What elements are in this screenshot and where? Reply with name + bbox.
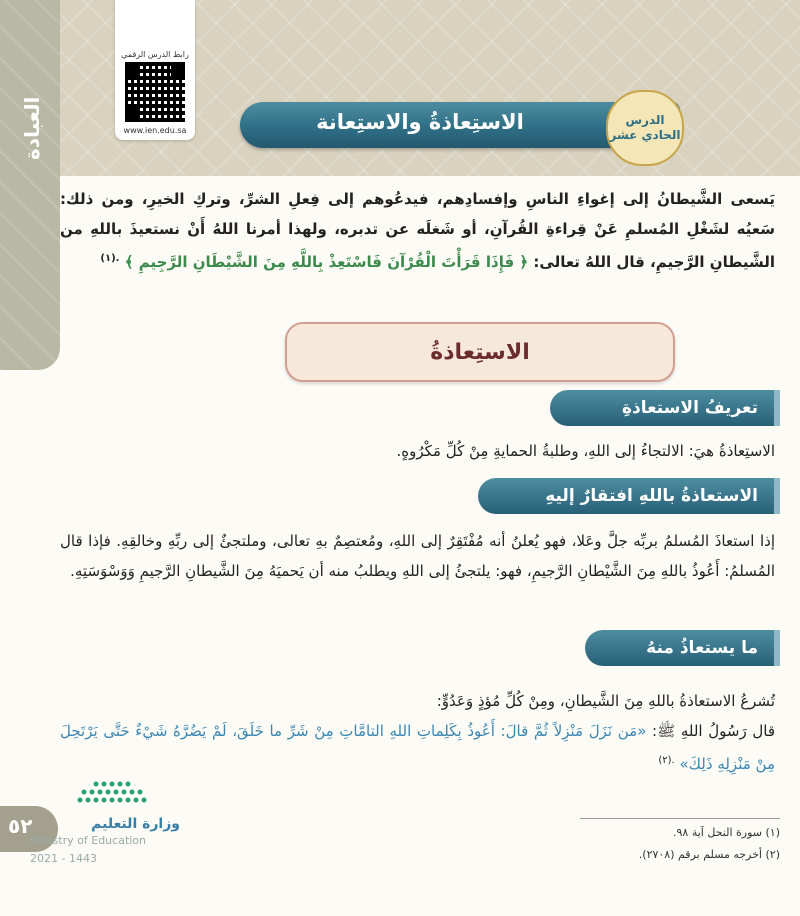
qr-url[interactable]: www.ien.edu.sa bbox=[123, 126, 187, 135]
subheading-need: الاستعاذةُ باللهِ افتقارٌ إليهِ bbox=[478, 478, 780, 514]
intro-paragraph bbox=[60, 184, 775, 277]
subheading-definition: تعريفُ الاستعاذةِ bbox=[550, 390, 780, 426]
hadith-lead: قال رَسُولُ اللهِ ﷺ: bbox=[646, 722, 775, 740]
unit-label: العبادة bbox=[20, 96, 44, 160]
quran-verse: ﴿ فَإِذَا قَرَأْتَ الْقُرْآنَ فَاسْتَعِذْ بِاللَّهِ مِنَ الشَّيْطَانِ الرَّجِيمِ ﴾ bbox=[124, 253, 529, 271]
ministry-name-en: Ministry of Education bbox=[30, 834, 147, 847]
lesson-title: الاستِعاذةُ والاستِعانة bbox=[316, 110, 524, 134]
footnote-divider bbox=[580, 818, 780, 819]
definition-text: الاستِعاذةُ هيَ: الالتجاءُ إلى اللهِ، وطلبةُ الحمايةِ مِنْ كُلِّ مَكْرُوهٍ. bbox=[396, 442, 775, 460]
qr-caption: رابط الدرس الرقمي bbox=[121, 50, 189, 59]
qr-card[interactable] bbox=[115, 0, 195, 140]
subheading-what-to-seek-refuge-from: ما يستعاذُ منهُ bbox=[585, 630, 780, 666]
hadith-paragraph bbox=[60, 686, 775, 779]
hadith-intro-line: تُشرعُ الاستعاذةُ باللهِ مِنَ الشَّيطانِ، ومِنْ كُلِّ مُؤذٍ وَعَدُوٍّ: bbox=[436, 692, 775, 710]
ministry-logo-icon bbox=[70, 780, 160, 810]
edition-year: 2021 - 1443 bbox=[30, 852, 97, 865]
ministry-name: وزارة التعليم bbox=[91, 816, 180, 832]
footnote-1: (١) سورة النحل آية ٩٨. bbox=[673, 826, 780, 839]
lesson-number-badge: الدرس الحادي عشر bbox=[606, 90, 684, 166]
intro-text: يَسعى الشَّيطانُ إلى إغواءِ الناسِ وإفسادِهم، فيدعُوهم إلى فِعلِ الشرِّ، وتركِ الخيرِ، ومن ذلك: سَعيُه لشَغْلِ المُسلمِ عَنْ قِراءةِ القُرآنِ، أو شَغلَه عن تدبره، ولهذا أمرنا اللهُ أَنْ نستعيذَ باللهِ من الشَّيطانِ الرَّجيمِ، قال اللهُ تعالى: bbox=[60, 190, 775, 271]
hadith-text: «مَن نَزَلَ مَنْزِلاً ثُمَّ قالَ: أَعُوذُ بِكَلِماتِ اللهِ التامَّاتِ مِنْ شَرِّ ما خَلَقَ، لَمْ يَضُرَّهُ شَيْءٌ حَتَّى يَرْتَحِلَ مِنْ مَنْزِلِهِ ذَلِكَ» bbox=[60, 722, 775, 773]
footnote-ref-2: .(٢) bbox=[658, 755, 675, 766]
footnote-ref-1: .(١) bbox=[100, 253, 120, 264]
section-header bbox=[285, 322, 675, 382]
need-paragraph: إذا استعاذَ المُسلمُ بربِّه جلَّ وعَلا، فهو يُعلنُ أنه مُفْتَقِرٌ إلى اللهِ، ومُعتصِمٌ بهِ تعالى، وملتجئٌ إلى ربِّهِ وخالقِهِ. فإذا قال المُسلمُ: أَعُوذُ باللهِ مِنَ الشَّيْطانِ الرَّجيمِ، فهو: يلتجئُ إلى اللهِ ويطلبُ منه أن يَحميَهُ مِنَ الشَّيطانِ الرَّجيمِ وَوَسْوَسَتِهِ. bbox=[60, 532, 775, 580]
page-number: ٥٢ bbox=[8, 814, 33, 838]
section-title: الاستِعاذةُ bbox=[430, 339, 530, 365]
qr-code-icon[interactable] bbox=[125, 62, 185, 122]
footnote-2: (٢) أخرجه مسلم برقم (٢٧٠٨). bbox=[638, 848, 780, 861]
side-unit-tab bbox=[0, 0, 60, 370]
